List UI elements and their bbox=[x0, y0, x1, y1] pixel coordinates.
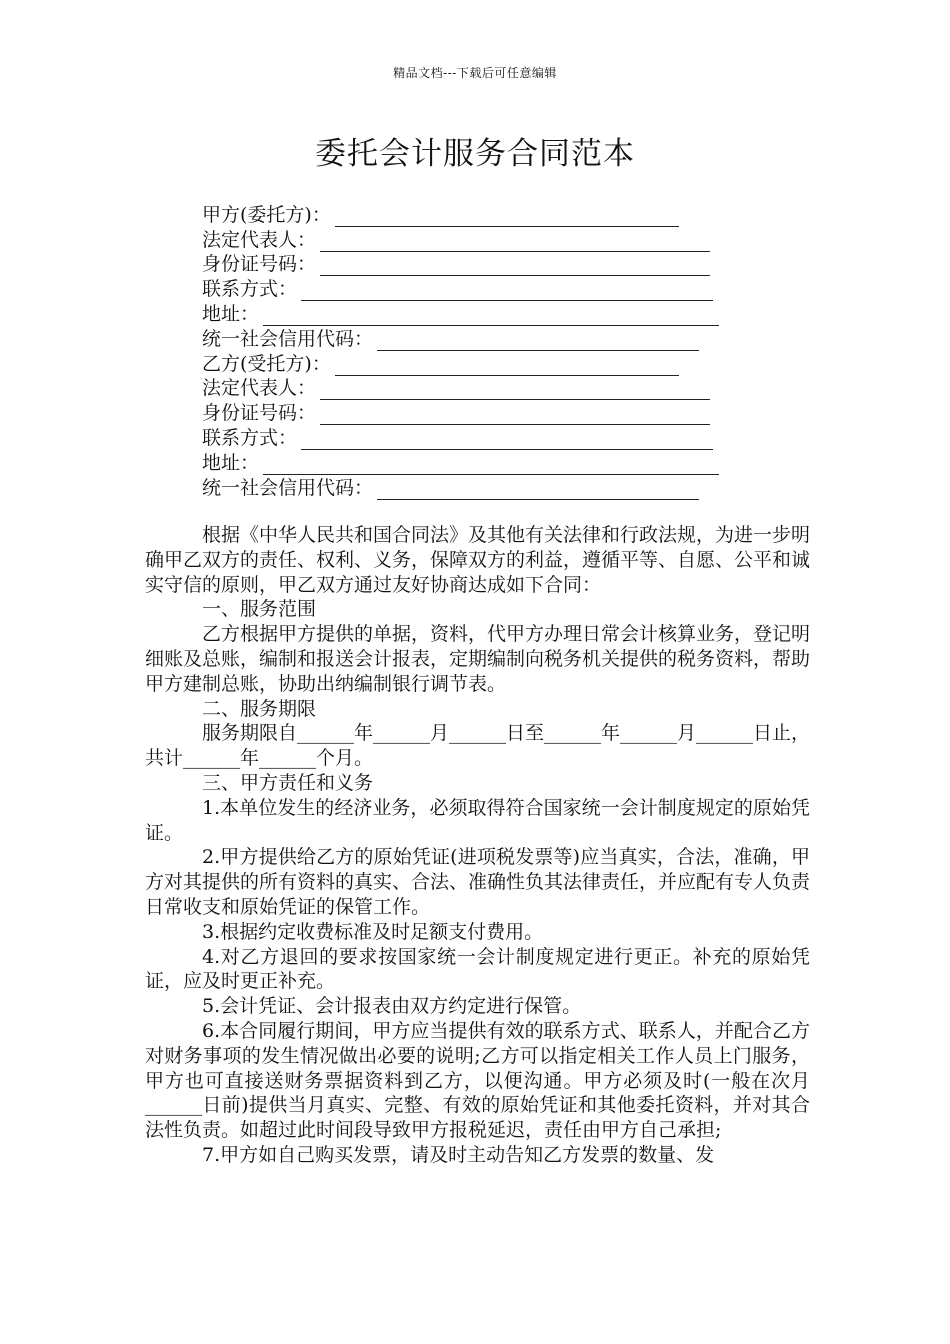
party-a-name-field bbox=[202, 202, 742, 227]
party-b-credit-code-field bbox=[202, 475, 742, 500]
field-label: 地址： bbox=[202, 451, 260, 474]
field-label: 乙方(受托方)： bbox=[202, 352, 331, 375]
field-label: 统一社会信用代码： bbox=[202, 327, 374, 350]
section-heading-party-a-duties: 三、甲方责任和义务 bbox=[202, 771, 374, 794]
clause-item: 2.甲方提供给乙方的原始凭证(进项税发票等)应当真实，合法，准确，甲方对其提供的所有资料的真实、合法、准确性负其法律责任，并应配有专人负责日常收支和原始凭证的保管工作。 bbox=[145, 846, 811, 918]
fill-blank[interactable] bbox=[335, 357, 679, 376]
field-label: 联系方式： bbox=[202, 278, 298, 301]
document-title: 委托会计服务合同范本 bbox=[315, 136, 635, 172]
header-note: 精品文档---下载后可任意编辑 bbox=[393, 66, 557, 80]
field-label: 身份证号码： bbox=[202, 253, 317, 276]
clause-item: 3.根据约定收费标准及时足额支付费用。 bbox=[202, 920, 544, 943]
clause-item: 5.会计凭证、会计报表由双方约定进行保管。 bbox=[202, 995, 582, 1018]
party-b-id-number-field bbox=[202, 400, 742, 425]
field-label: 联系方式： bbox=[202, 426, 298, 449]
field-label: 法定代表人： bbox=[202, 228, 317, 251]
party-b-representative-field bbox=[202, 376, 742, 401]
clause-item: 6.本合同履行期间，甲方应当提供有效的联系方式、联系人，并配合乙方对财务事项的发生情况做出必要的说明;乙方可以指定相关工作人员上门服务，甲方也可直接送财务票据资料到乙方，以便沟通。甲方必须及时(一般在次月______日前)提供当月真实、完整、有效的原始凭证和其他委托资料，并对其合法性负责。如超过此时间段导致甲方报税延迟，责任由甲方自己承担; bbox=[145, 1019, 810, 1142]
fill-blank[interactable] bbox=[320, 406, 710, 425]
contract-body bbox=[145, 523, 810, 1168]
field-label: 身份证号码： bbox=[202, 402, 317, 425]
fill-blank[interactable] bbox=[301, 431, 713, 450]
clause-item: 1.本单位发生的经济业务，必须取得符合国家统一会计制度规定的原始凭证。 bbox=[145, 796, 810, 844]
fill-blank[interactable] bbox=[335, 208, 679, 227]
service-scope-paragraph: 乙方根据甲方提供的单据，资料，代甲方办理日常会计核算业务，登记明细账及总账，编制和报送会计报表，定期编制向税务机关提供的税务资料，帮助甲方建制总账，协助出纳编制银行调节表。 bbox=[145, 623, 811, 695]
party-b-contact-field bbox=[202, 425, 742, 450]
party-a-contact-field bbox=[202, 276, 742, 301]
field-label: 甲方(委托方)： bbox=[202, 203, 331, 226]
fill-blank[interactable] bbox=[320, 381, 710, 400]
preamble-paragraph: 根据《中华人民共和国合同法》及其他有关法律和行政法规，为进一步明确甲乙双方的责任、权利、义务，保障双方的利益，遵循平等、自愿、公平和诚实守信的原则，甲乙双方通过友好协商达成如下合同： bbox=[145, 524, 811, 596]
service-term-paragraph: 服务期限自______年______月______日至______年______月______日止，共计______年______个月。 bbox=[145, 722, 811, 770]
clause-item: 7.甲方如自己购买发票，请及时主动告知乙方发票的数量、发 bbox=[202, 1143, 715, 1166]
party-info-block bbox=[202, 202, 742, 500]
fill-blank[interactable] bbox=[377, 332, 699, 351]
fill-blank[interactable] bbox=[301, 282, 713, 301]
section-heading-service-scope: 一、服务范围 bbox=[202, 598, 317, 621]
fill-blank[interactable] bbox=[320, 257, 710, 276]
field-label: 地址： bbox=[202, 302, 260, 325]
section-heading-service-term: 二、服务期限 bbox=[202, 697, 317, 720]
clause-item: 4.对乙方退回的要求按国家统一会计制度规定进行更正。补充的原始凭证，应及时更正补充。 bbox=[145, 945, 810, 993]
party-a-representative-field bbox=[202, 227, 742, 252]
party-a-credit-code-field bbox=[202, 326, 742, 351]
party-a-address-field bbox=[202, 301, 742, 326]
party-b-address-field bbox=[202, 450, 742, 475]
fill-blank[interactable] bbox=[320, 233, 710, 252]
field-label: 统一社会信用代码： bbox=[202, 476, 374, 499]
party-a-id-number-field bbox=[202, 252, 742, 277]
fill-blank[interactable] bbox=[377, 481, 699, 500]
party-b-name-field bbox=[202, 351, 742, 376]
field-label: 法定代表人： bbox=[202, 377, 317, 400]
